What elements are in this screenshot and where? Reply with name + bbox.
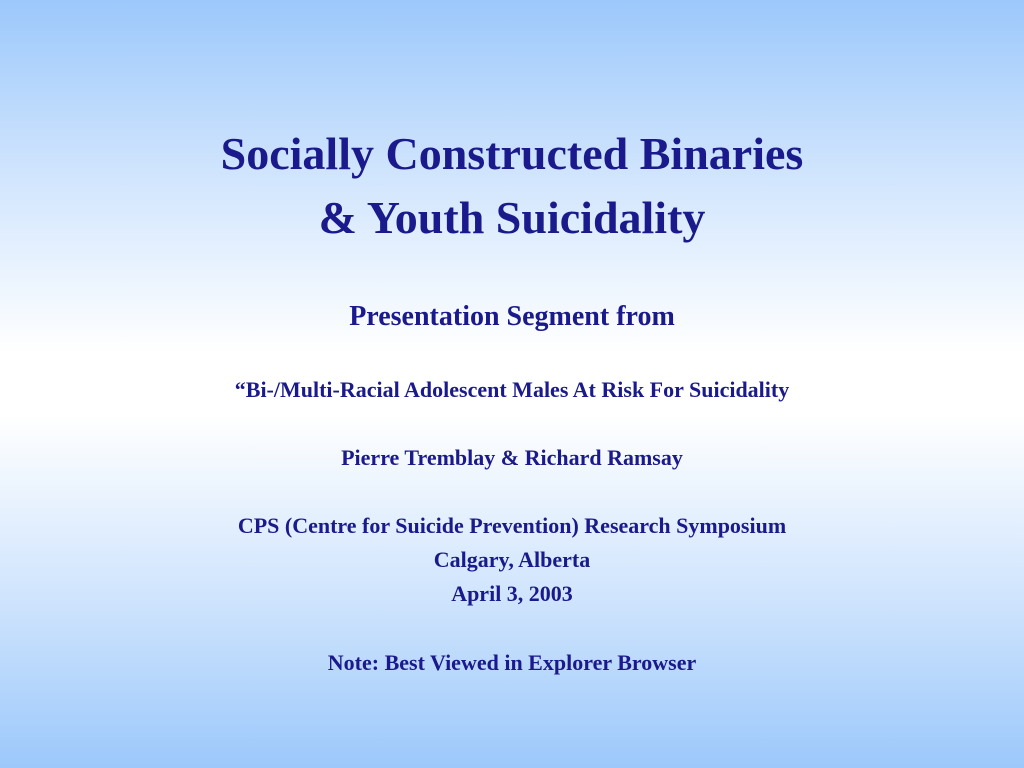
browser-note: Note: Best Viewed in Explorer Browser	[327, 650, 697, 675]
segment-heading: Presentation Segment from	[349, 301, 675, 332]
event-location: Calgary, Alberta	[433, 547, 591, 572]
event-date: April 3, 2003	[451, 581, 573, 606]
authors: Pierre Tremblay & Richard Ramsay	[341, 445, 683, 470]
event-name: CPS (Centre for Suicide Prevention) Research Symposium	[237, 513, 787, 538]
slide-title-line-1: Socially Constructed Binaries	[220, 128, 804, 179]
slide-title-line-2: & Youth Suicidality	[318, 192, 706, 243]
presentation-title: “Bi-/Multi-Racial Adolescent Males At Risk For Suicidality	[234, 377, 790, 402]
